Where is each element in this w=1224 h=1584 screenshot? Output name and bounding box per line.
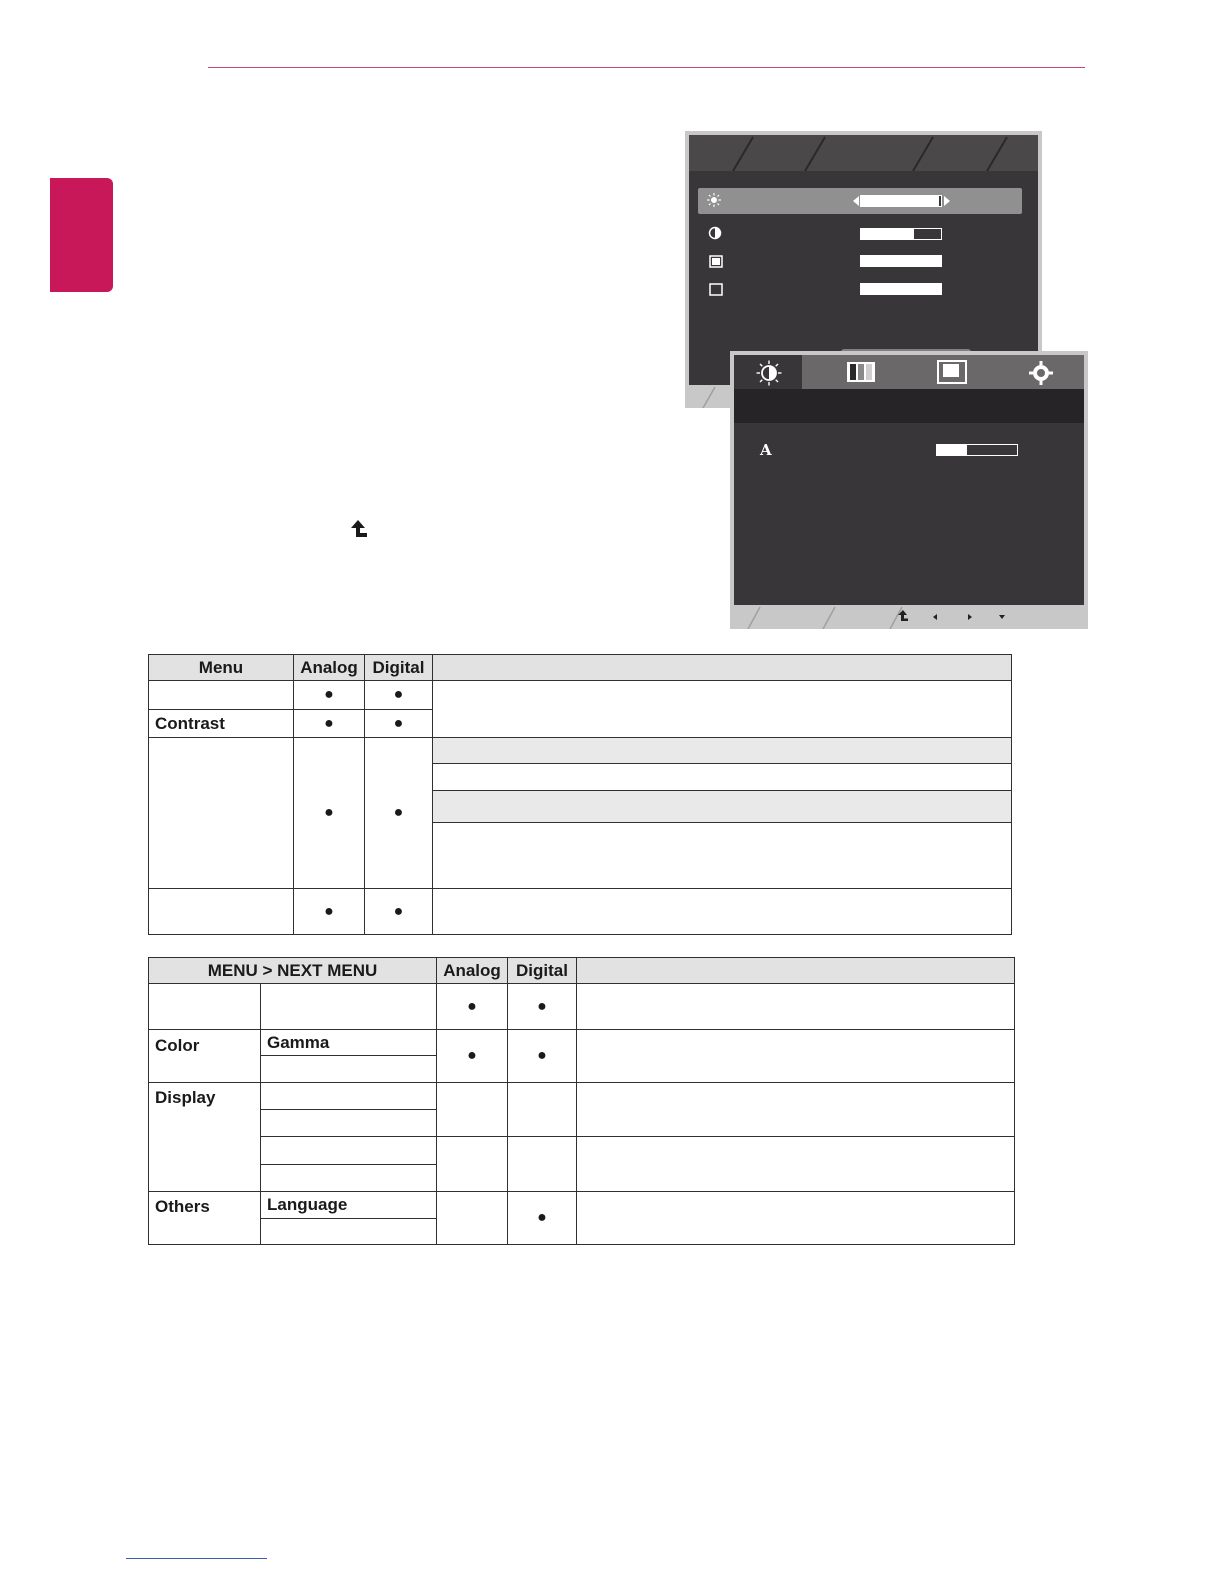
sharpness-a-icon: A xyxy=(760,441,772,459)
row-submenu xyxy=(261,984,437,1030)
row-digital: ● xyxy=(365,681,433,710)
row-menu xyxy=(149,889,294,935)
table-row xyxy=(149,1192,1015,1219)
row-menu-display: Display xyxy=(149,1083,261,1192)
row-analog: ● xyxy=(294,889,365,935)
header-description xyxy=(577,958,1015,984)
row-digital xyxy=(508,1083,577,1137)
header-rule xyxy=(208,67,1085,68)
row-menu xyxy=(149,984,261,1030)
row-submenu-language: Language xyxy=(261,1192,437,1219)
brightness-slider xyxy=(860,195,942,207)
header-digital: Digital xyxy=(365,655,433,681)
header-menu-next-menu: MENU > NEXT MENU xyxy=(149,958,437,984)
table-header xyxy=(149,655,1012,681)
side-language-tab xyxy=(50,178,113,292)
osd-back-footer xyxy=(685,385,731,408)
row-submenu xyxy=(261,1219,437,1245)
row-description xyxy=(577,1192,1015,1245)
menu-table xyxy=(148,654,1012,935)
osd-front-tab-bar xyxy=(734,355,1084,389)
row-submenu xyxy=(261,1137,437,1165)
row-submenu xyxy=(261,1165,437,1192)
row-submenu xyxy=(261,1110,437,1137)
row-option xyxy=(433,738,1012,764)
up-arrow-icon xyxy=(347,518,369,540)
header-digital: Digital xyxy=(508,958,577,984)
row-analog: ● xyxy=(294,681,365,710)
table-row xyxy=(149,1030,1015,1056)
filled-square-icon xyxy=(709,255,723,269)
table-row xyxy=(149,681,1012,710)
header-analog: Analog xyxy=(294,655,365,681)
row-option xyxy=(433,823,1012,889)
right-arrow-icon xyxy=(942,195,952,207)
table-row xyxy=(149,738,1012,764)
row-analog: ● xyxy=(294,710,365,738)
contrast-slider xyxy=(860,228,942,240)
osd-tab-bar xyxy=(689,135,1038,171)
slider-4 xyxy=(860,283,942,295)
row-menu-color: Color xyxy=(149,1030,261,1083)
table-row xyxy=(149,889,1012,935)
row-option xyxy=(433,764,1012,791)
sharpness-slider xyxy=(936,444,1018,456)
header-description xyxy=(433,655,1012,681)
osd-sharpness-menu-screen xyxy=(730,351,1088,629)
row-analog xyxy=(437,1083,508,1137)
osd-left-arrow-icon xyxy=(931,613,939,621)
sun-icon xyxy=(707,193,721,207)
header-menu: Menu xyxy=(149,655,294,681)
row-analog: ● xyxy=(294,738,365,889)
row-submenu xyxy=(261,1083,437,1110)
row-description xyxy=(577,1083,1015,1137)
row-menu xyxy=(149,681,294,710)
display-tab-icon[interactable] xyxy=(937,360,967,384)
table-row xyxy=(149,1083,1015,1110)
row-description xyxy=(577,1030,1015,1083)
row-menu xyxy=(149,738,294,889)
header-analog: Analog xyxy=(437,958,508,984)
row-digital: ● xyxy=(508,1192,577,1245)
osd-front-footer xyxy=(730,605,1088,629)
slider-3 xyxy=(860,255,942,267)
osd-right-arrow-icon xyxy=(966,613,974,621)
row-analog xyxy=(437,1192,508,1245)
row-description xyxy=(577,984,1015,1030)
empty-square-icon xyxy=(709,283,723,297)
row-digital: ● xyxy=(508,984,577,1030)
table-header xyxy=(149,958,1015,984)
table-row xyxy=(149,984,1015,1030)
osd-down-arrow-icon xyxy=(998,613,1006,621)
half-circle-icon xyxy=(708,226,722,240)
row-digital: ● xyxy=(508,1030,577,1083)
row-menu: Contrast xyxy=(149,710,294,738)
table-row xyxy=(149,1137,1015,1165)
row-description xyxy=(433,889,1012,935)
footer-link-underline[interactable] xyxy=(126,1558,267,1559)
row-digital: ● xyxy=(365,889,433,935)
row-digital: ● xyxy=(365,710,433,738)
row-description xyxy=(433,681,1012,738)
row-submenu-gamma: Gamma xyxy=(261,1030,437,1056)
brightness-contrast-tab-icon[interactable] xyxy=(756,360,782,386)
color-tab-icon[interactable] xyxy=(846,360,876,384)
settings-tab-icon[interactable] xyxy=(1028,360,1054,386)
osd-up-arrow-icon xyxy=(897,609,909,623)
row-description xyxy=(577,1137,1015,1192)
next-menu-table xyxy=(148,957,1015,1245)
row-option xyxy=(433,791,1012,823)
osd-front-title-bar xyxy=(734,389,1084,423)
row-analog: ● xyxy=(437,1030,508,1083)
row-analog: ● xyxy=(437,984,508,1030)
row-digital xyxy=(508,1137,577,1192)
row-submenu xyxy=(261,1056,437,1083)
row-menu-others: Others xyxy=(149,1192,261,1245)
row-analog xyxy=(437,1137,508,1192)
row-digital: ● xyxy=(365,738,433,889)
